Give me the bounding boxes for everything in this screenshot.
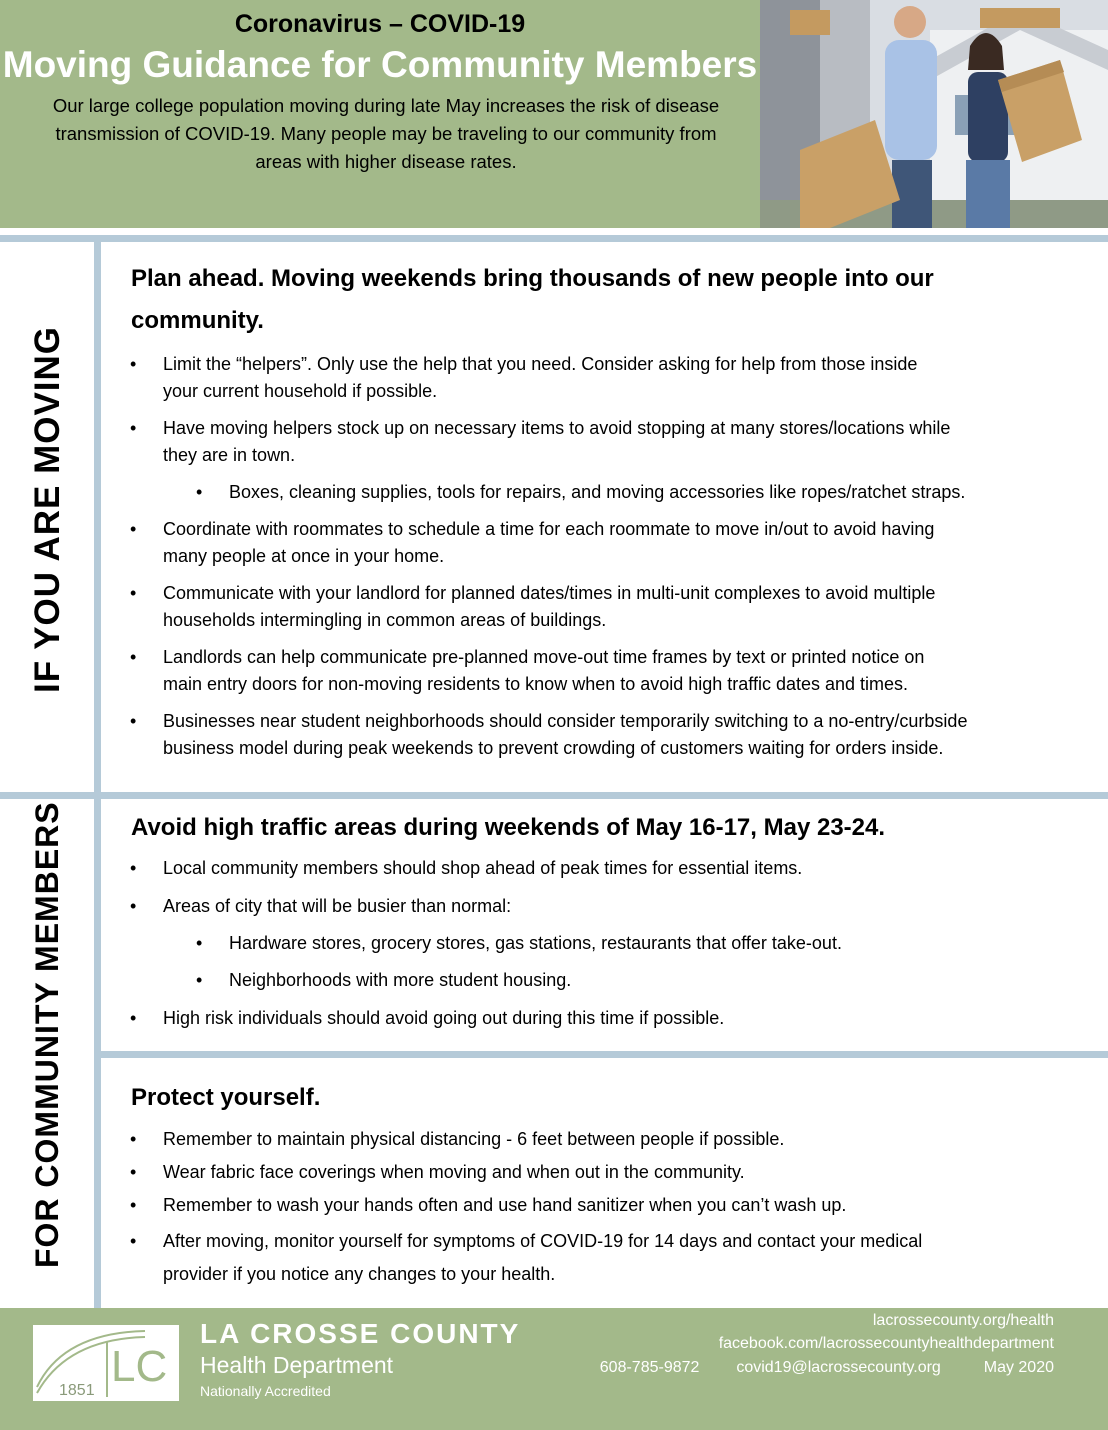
- moving-couple-photo: [760, 0, 1108, 228]
- bullet-glyph: •: [130, 647, 137, 667]
- bullet-glyph: •: [130, 896, 137, 916]
- org-tagline: Nationally Accredited: [200, 1383, 331, 1399]
- contact-row: [600, 1359, 1054, 1377]
- divider-lower: [101, 1051, 1108, 1058]
- item-line: Communicate with your landlord for planned dates/times in multi-unit complexes to avoid multiple: [163, 583, 936, 603]
- item-line: Limit the “helpers”. Only use the help that you need. Consider asking for help from those inside: [163, 354, 918, 374]
- intro-line: areas with higher disease rates.: [255, 151, 517, 172]
- bullet-glyph: •: [130, 1008, 137, 1028]
- heading-line: Plan ahead. Moving weekends bring thousands of new people into our: [131, 265, 934, 292]
- item-line: Coordinate with roommates to schedule a time for each roommate to move in/out to avoid having: [163, 519, 935, 539]
- bullet-glyph: •: [130, 1162, 137, 1182]
- org-block: [200, 1318, 520, 1399]
- item-line: households intermingling in common areas of buildings.: [163, 610, 607, 630]
- item-line: Have moving helpers stock up on necessary items to avoid stopping at many stores/locations while: [163, 418, 951, 438]
- item-line: provider if you notice any changes to your health.: [163, 1264, 556, 1284]
- item-line: your current household if possible.: [163, 381, 438, 401]
- item-line: Hardware stores, grocery stores, gas stations, restaurants that offer take-out.: [229, 933, 842, 953]
- heading-line: community.: [131, 307, 264, 334]
- item-line: many people at once in your home.: [163, 546, 445, 566]
- website-link[interactable]: lacrossecounty.org/health: [872, 1312, 1054, 1329]
- bullet-glyph: •: [130, 1129, 137, 1149]
- item-line: High risk individuals should avoid going out during this time if possible.: [163, 1008, 725, 1028]
- item-line: Remember to maintain physical distancing - 6 feet between people if possible.: [163, 1129, 785, 1149]
- bullet-glyph: •: [130, 418, 137, 438]
- item-line: Remember to wash your hands often and use hand sanitizer when you can’t wash up.: [163, 1195, 847, 1215]
- bullet-glyph: •: [130, 519, 137, 539]
- item-line: they are in town.: [163, 445, 296, 465]
- logo-year: 1851: [59, 1382, 95, 1399]
- logo-letters: LC: [111, 1342, 168, 1391]
- bullet-glyph: •: [130, 858, 137, 878]
- item-line: Local community members should shop ahead of peak times for essential items.: [163, 858, 803, 878]
- item-line: Wear fabric face coverings when moving and when out in the community.: [163, 1162, 745, 1182]
- section2-heading: Avoid high traffic areas during weekends of May 16-17, May 23-24.: [131, 814, 886, 841]
- bullet-glyph: •: [130, 1231, 137, 1251]
- side-label-moving: IF YOU ARE MOVING: [28, 325, 67, 693]
- bullet-glyph: •: [130, 711, 137, 731]
- email-link[interactable]: covid19@lacrossecounty.org: [736, 1359, 941, 1376]
- item-line: Boxes, cleaning supplies, tools for repairs, and moving accessories like ropes/ratchet straps.: [229, 482, 966, 502]
- header-banner: [0, 0, 760, 228]
- item-line: Landlords can help communicate pre-planned move-out time frames by text or printed notice on: [163, 647, 925, 667]
- item-line: Neighborhoods with more student housing.: [229, 970, 572, 990]
- org-subtitle: Health Department: [200, 1352, 394, 1378]
- county-logo: [33, 1325, 179, 1401]
- supertitle: Coronavirus – COVID-19: [234, 10, 526, 38]
- divider-middle: [0, 792, 1108, 799]
- bullet-glyph: •: [196, 933, 203, 953]
- bullet-glyph: •: [196, 482, 203, 502]
- divider-top: [0, 235, 1108, 242]
- bullet-glyph: •: [130, 354, 137, 374]
- side-label-community: FOR COMMUNITY MEMBERS: [29, 801, 65, 1268]
- bullet-glyph: •: [130, 583, 137, 603]
- intro-text: [20, 92, 752, 176]
- date-text: May 2020: [983, 1359, 1054, 1376]
- bullet-glyph: •: [130, 1195, 137, 1215]
- item-line: After moving, monitor yourself for symptoms of COVID-19 for 14 days and contact your medical: [163, 1231, 923, 1251]
- divider-vertical: [94, 242, 101, 1308]
- intro-line: Our large college population moving during late May increases the risk of disease: [52, 95, 720, 116]
- bullet-glyph: •: [196, 970, 203, 990]
- page-title: Moving Guidance for Community Members: [2, 44, 758, 85]
- item-line: Areas of city that will be busier than normal:: [163, 896, 512, 916]
- footer: [0, 1308, 1108, 1430]
- section1-heading: [131, 258, 934, 342]
- org-name: LA CROSSE COUNTY: [200, 1318, 521, 1349]
- item-line: main entry doors for non-moving residents to know when to avoid high traffic dates and times.: [163, 674, 909, 694]
- item-line: Businesses near student neighborhoods should consider temporarily switching to a no-entry/curbside: [163, 711, 968, 731]
- item-line: business model during peak weekends to prevent crowding of customers waiting for orders inside.: [163, 738, 944, 758]
- phone-number[interactable]: 608-785-9872: [599, 1359, 700, 1376]
- section3-heading: Protect yourself.: [131, 1084, 321, 1111]
- intro-line: transmission of COVID-19. Many people may be traveling to our community from: [55, 123, 717, 144]
- facebook-link[interactable]: facebook.com/lacrossecountyhealthdepartment: [718, 1335, 1054, 1352]
